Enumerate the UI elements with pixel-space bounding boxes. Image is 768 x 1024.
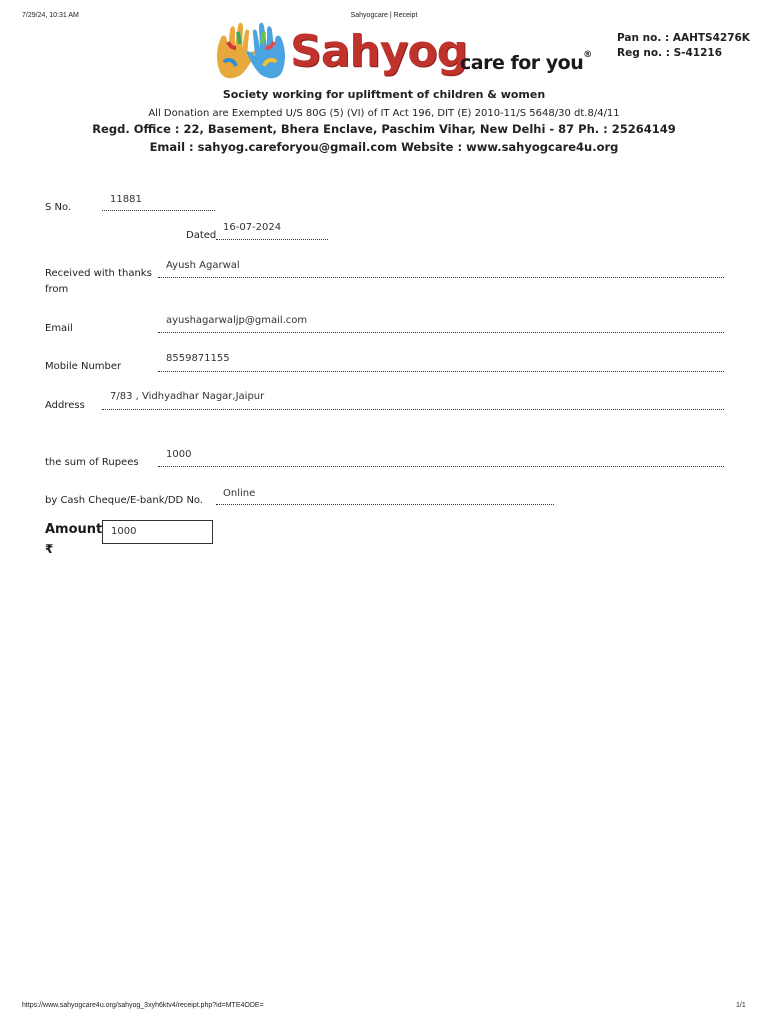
donor-name: Ayush Agarwal <box>166 260 240 271</box>
print-url: https://www.sahyogcare4u.org/sahyog_3xyh6ktv4/receipt.php?id=MTE4ODE= <box>22 1002 264 1009</box>
contact-info: Email : sahyog.careforyou@gmail.com Website : www.sahyogcare4u.org <box>149 140 619 154</box>
address-line <box>102 409 724 410</box>
amount-label: Amount <box>45 522 103 537</box>
from-label-line2: from <box>45 284 69 295</box>
address-label: Address <box>45 400 85 411</box>
sno-label: S No. <box>45 202 72 213</box>
office-address: Regd. Office : 22, Basement, Bhera Enclave, Paschim Vihar, New Delhi - 87 Ph. : 25264149 <box>92 122 676 136</box>
amount-field[interactable]: 1000 <box>102 520 213 544</box>
print-page-number: 1/1 <box>736 1002 746 1009</box>
email-line <box>158 332 724 333</box>
sum-line <box>158 466 724 467</box>
from-line <box>158 277 724 278</box>
sno-line <box>102 210 215 211</box>
painted-hands-icon <box>214 22 288 80</box>
pan-number: Pan no. : AAHTS4276K <box>617 32 750 44</box>
sno-value: 11881 <box>110 194 142 205</box>
payment-mode-label: by Cash Cheque/E-bank/DD No. <box>45 495 204 506</box>
mission-statement: Society working for upliftment of children & women <box>222 88 546 101</box>
from-label-line1: Received with thanks <box>45 268 152 279</box>
payment-mode-line <box>216 504 554 505</box>
email-value: ayushagarwaljp@gmail.com <box>166 315 308 326</box>
sum-label: the sum of Rupees <box>45 457 139 468</box>
brand-name: Sahyog <box>290 26 468 77</box>
reg-number: Reg no. : S-41216 <box>617 47 723 59</box>
email-label: Email <box>45 323 73 334</box>
dated-line <box>216 239 328 240</box>
mobile-label: Mobile Number <box>45 361 122 372</box>
brand-tagline: care for you® <box>460 50 592 74</box>
mobile-value: 8559871155 <box>166 353 230 364</box>
print-title: Sahyogcare | Receipt <box>350 12 418 19</box>
dated-value: 16-07-2024 <box>223 222 282 233</box>
payment-mode-value: Online <box>223 488 256 499</box>
exemption-note: All Donation are Exempted U/S 80G (5) (VI) of IT Act 196, DIT (E) 2010-11/S 5648/30 dt.8/4/11 <box>148 108 620 119</box>
mobile-line <box>158 371 724 372</box>
rupee-symbol: ₹ <box>45 542 54 556</box>
dated-label: Dated <box>186 230 217 241</box>
print-datetime: 7/29/24, 10:31 AM <box>22 12 79 19</box>
address-value: 7/83 , Vidhyadhar Nagar,Jaipur <box>110 391 265 402</box>
sum-value: 1000 <box>166 449 192 460</box>
